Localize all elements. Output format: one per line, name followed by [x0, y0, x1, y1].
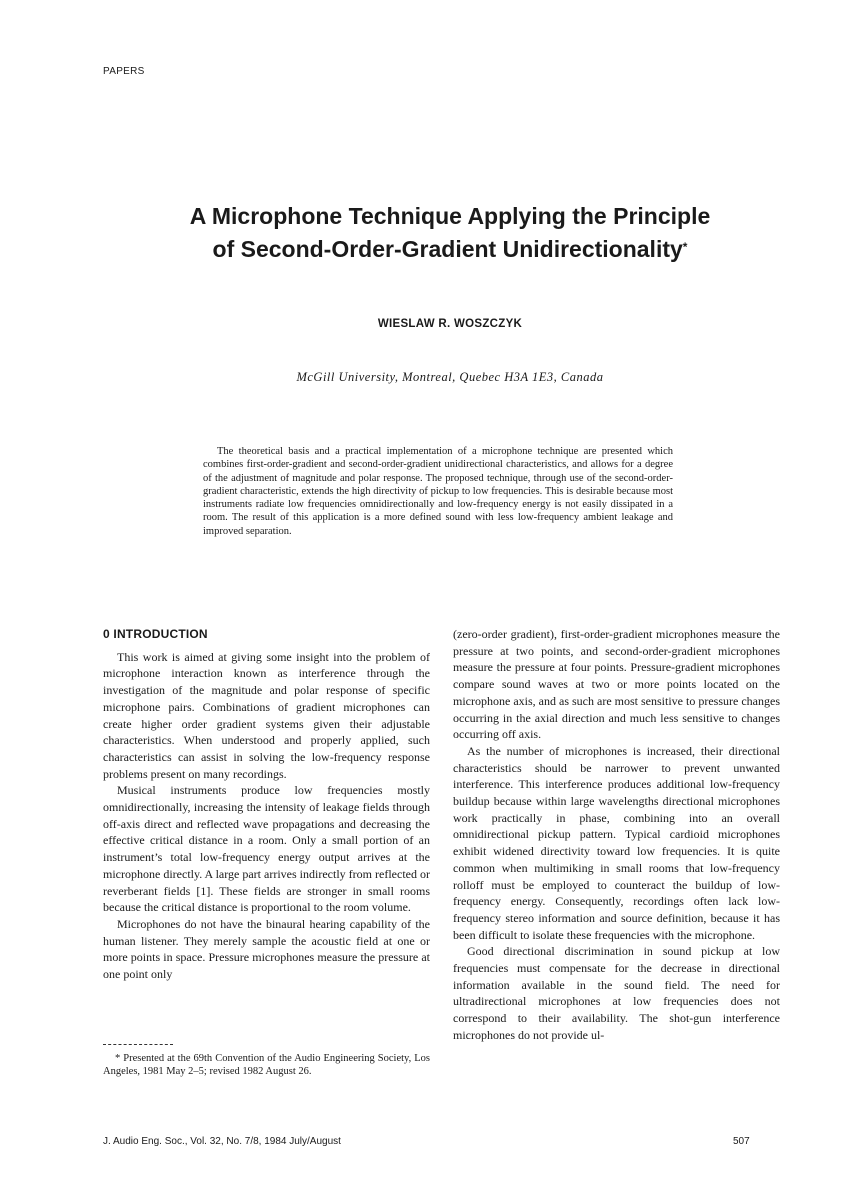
body-paragraph: This work is aimed at giving some insight into the problem of microphone interaction known as interference through the investigation of the magnitude and polar response of specific microphone pairs. Combinations of gradient microphones can create higher order gradient systems given their adjustable characteristics. When understood and properly applied, such characteristics can assist in solving the low-frequency response problems present on many recordings. [103, 649, 430, 781]
title-footnote-mark: * [682, 240, 688, 254]
paper-title [100, 200, 800, 266]
running-header: PAPERS [103, 66, 145, 77]
title-line-2-text: of Second-Order-Gradient Unidirectionality [212, 236, 683, 262]
body-paragraph: As the number of microphones is increased, their directional characteristics should be narrower to prevent unwanted interference. This interference produces additional low-frequency buildup because within large wavelengths directional microphones work practically in phase, combining into an overall omnidirectional pickup pattern. Typical cardioid microphones exhibit widened directivity toward low frequencies. It is quite common when multimiking in small rooms that low-frequency rolloff must be employed to counteract the buildup of low-frequency energy. Consequently, recordings often lack low-frequency stereo information and source definition, because it has been difficult to isolate these frequencies with the microphone. [453, 743, 780, 942]
body-paragraph: Microphones do not have the binaural hearing capability of the human listener. They merely sample the acoustic field at one or more points in space. Pressure microphones measure the pressure at one point only [103, 916, 430, 982]
page-number: 507 [733, 1136, 750, 1147]
title-line-1: A Microphone Technique Applying the Principle [189, 203, 711, 229]
abstract: The theoretical basis and a practical implementation of a microphone technique are presented which combines first-order-gradient and second-order-gradient unidirectional characteristics, and allows for a degree of the adjustment of magnitude and polar response. The proposed technique, through use of the second-order-gradient characteristic, extends the high directivity of pickup to low frequencies. This is desirable because most instruments radiate low frequencies omnidirectionally and low-frequency energy is not easily dissipated in a room. The result of this application is a more defined sound with less low-frequency ambient leakage and improved separation. [203, 446, 673, 537]
journal-citation: J. Audio Eng. Soc., Vol. 32, No. 7/8, 1984 July/August [103, 1136, 341, 1147]
column-left [103, 626, 430, 983]
footnote: * Presented at the 69th Convention of the Audio Engineering Society, Los Angeles, 1981 May 2–5; revised 1982 August 26. [103, 1053, 430, 1077]
body-paragraph: Musical instruments produce low frequencies mostly omnidirectionally, increasing the intensity of leakage fields through off-axis direct and reflected wave propagations and decreasing the effective critical distance in a room. Only a small portion of an instrument’s total low-frequency energy output arrives at the microphone directly. A large part arrives indirectly from reflected or reverberant fields [1]. These fields are stronger in small rooms because the critical distance is proportional to the room volume. [103, 783, 430, 915]
footnote-divider [103, 1044, 173, 1046]
author-name: WIESLAW R. WOSZCZYK [377, 318, 523, 330]
body-paragraph: (zero-order gradient), first-order-gradient microphones measure the pressure at two points, and second-order-gradient microphones measure the pressure at four points. Pressure-gradient microphones compare sound waves at two or more points located on the microphone axis, and as such are most sensitive to pressure changes occurring in the axial direction and much less sensitive to changes occurring off axis. [453, 627, 780, 742]
title-line-2 [100, 233, 800, 266]
column-right [453, 626, 780, 1044]
author-affiliation: McGill University, Montreal, Quebec H3A 1E3, Canada [296, 370, 604, 384]
body-paragraph: Good directional discrimination in sound pickup at low frequencies must compensate for the decrease in directional information available in the sound field. The need for ultradirectional microphones at low frequencies does not correspond to their availability. The shot-gun interference microphones do not provide ul- [453, 944, 780, 1042]
section-heading: 0 INTRODUCTION [103, 627, 208, 641]
